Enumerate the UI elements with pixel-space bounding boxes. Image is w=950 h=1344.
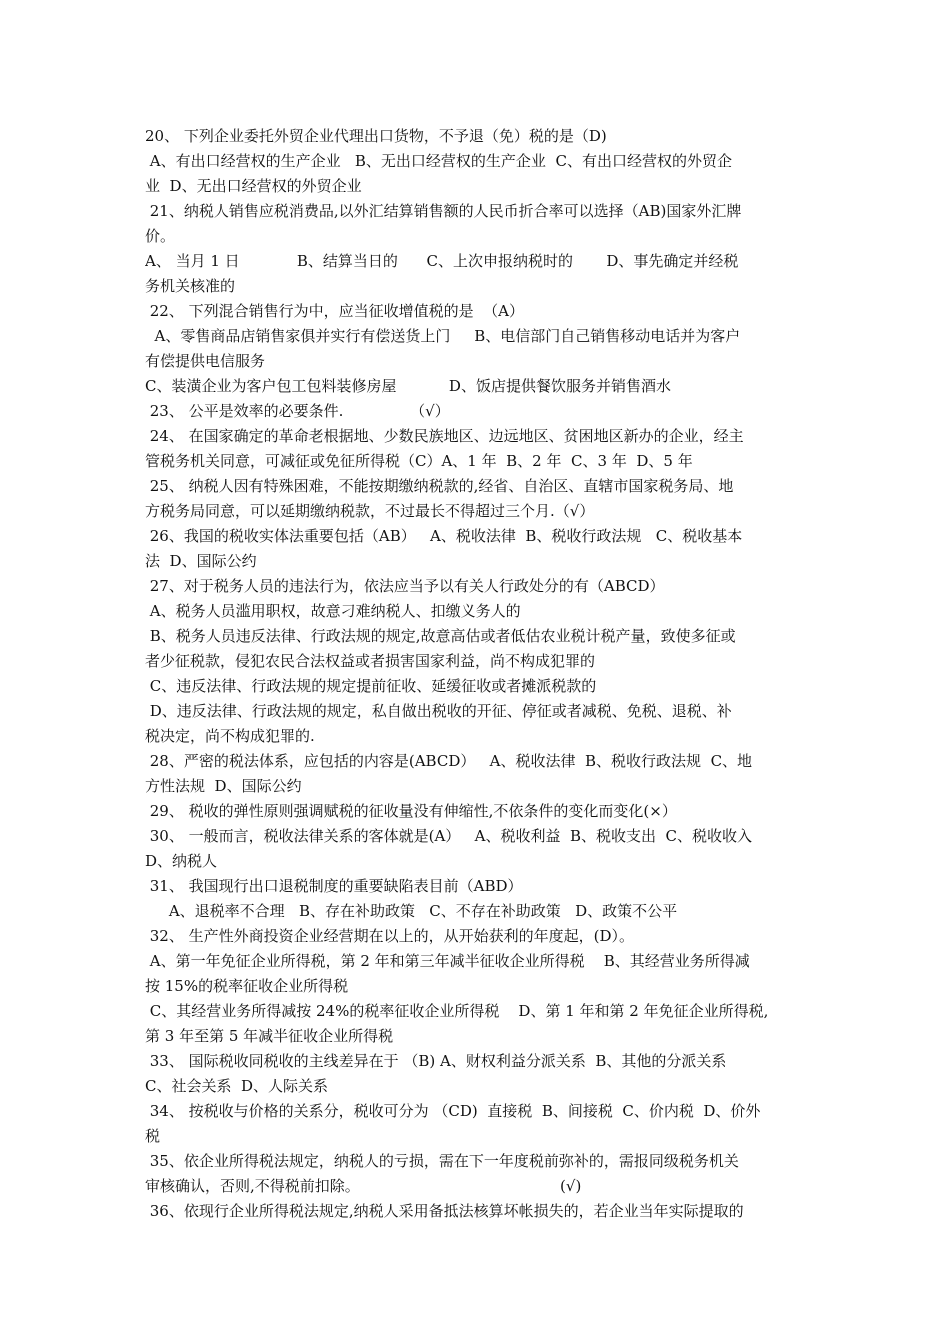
text-line: A、 当月 1 日 B、结算当日的 C、上次申报纳税时的 D、事先确定并经税 bbox=[145, 252, 739, 270]
text-line: 按 15%的税率征收企业所得税 bbox=[145, 977, 349, 995]
text-line: A、第一年免征企业所得税，第 2 年和第三年减半征收企业所得税 B、其经营业务所得减 bbox=[145, 952, 750, 970]
text-line: 业 D、无出口经营权的外贸企业 bbox=[145, 177, 362, 195]
text-line: 者少征税款，侵犯农民合法权益或者损害国家利益，尚不构成犯罪的 bbox=[145, 652, 596, 670]
text-line: C、违反法律、行政法规的规定提前征收、延缓征收或者摊派税款的 bbox=[145, 677, 597, 695]
text-line: 36、依现行企业所得税法规定,纳税人采用备抵法核算坏帐损失的，若企业当年实际提取的 bbox=[145, 1202, 744, 1220]
text-line: 23、 公平是效率的必要条件. （√） bbox=[145, 402, 450, 420]
text-line: 33、 国际税收同税收的主线差异在于 （B) A、财权利益分派关系 B、其他的分派关系 bbox=[145, 1052, 727, 1070]
text-line: 25、 纳税人因有特殊困难，不能按期缴纳税款的,经省、自治区、直辖市国家税务局、地 bbox=[145, 477, 734, 495]
text-line: 29、 税收的弹性原则强调赋税的征收量没有伸缩性,不依条件的变化而变化(×） bbox=[145, 802, 677, 820]
text-line: 28、严密的税法体系，应包括的内容是(ABCD） A、税收法律 B、税收行政法规 C、地 bbox=[145, 752, 753, 770]
text-line: 27、对于税务人员的违法行为，依法应当予以有关人行政处分的有（ABCD） bbox=[145, 577, 665, 595]
text-line: 21、纳税人销售应税消费品,以外汇结算销售额的人民币折合率可以选择（AB)国家外汇牌 bbox=[145, 202, 742, 220]
text-line: 法 D、国际公约 bbox=[145, 552, 257, 570]
text-line: 税决定，尚不构成犯罪的. bbox=[145, 727, 315, 745]
document-body bbox=[145, 124, 815, 1224]
text-line: 32、 生产性外商投资企业经营期在以上的，从开始获利的年度起，(D）。 bbox=[145, 927, 635, 945]
text-line: B、税务人员违反法律、行政法规的规定,故意高估或者低估农业税计税产量，致使多征或 bbox=[145, 627, 736, 645]
text-line: 审核确认，否则,不得税前扣除。 (√) bbox=[145, 1177, 582, 1195]
text-line: A、税务人员滥用职权，故意刁难纳税人、扣缴义务人的 bbox=[145, 602, 521, 620]
text-line: 有偿提供电信服务 bbox=[145, 352, 266, 370]
text-line: 第 3 年至第 5 年减半征收企业所得税 bbox=[145, 1027, 394, 1045]
text-line: 24、 在国家确定的革命老根据地、少数民族地区、边远地区、贫困地区新办的企业，经主 bbox=[145, 427, 744, 445]
text-line: 方性法规 D、国际公约 bbox=[145, 777, 302, 795]
text-line: 20、 下列企业委托外贸企业代理出口货物，不予退（免）税的是（D) bbox=[145, 127, 607, 145]
text-line: 26、我国的税收实体法重要包括（AB） A、税收法律 B、税收行政法规 C、税收基本 bbox=[145, 527, 743, 545]
text-line: 30、 一般而言，税收法律关系的客体就是(A） A、税收利益 B、税收支出 C、税收收入 bbox=[145, 827, 753, 845]
text-line: 管税务机关同意，可减征或免征所得税（C）A、1 年 B、2 年 C、3 年 D、5 年 bbox=[145, 452, 693, 470]
text-line: 务机关核准的 bbox=[145, 277, 236, 295]
text-line: 税 bbox=[145, 1127, 161, 1145]
text-line: D、违反法律、行政法规的规定，私自做出税收的开征、停征或者减税、免税、退税、补 bbox=[145, 702, 732, 720]
text-line: C、装潢企业为客户包工包料装修房屋 D、饭店提供餐饮服务并销售酒水 bbox=[145, 377, 671, 395]
text-line: 34、 按税收与价格的关系分，税收可分为 （CD) 直接税 B、间接税 C、价内税 D、价外 bbox=[145, 1102, 761, 1120]
text-line: 31、 我国现行出口退税制度的重要缺陷表目前（ABD） bbox=[145, 877, 523, 895]
text-line: A、退税率不合理 B、存在补助政策 C、不存在补助政策 D、政策不公平 bbox=[145, 902, 678, 920]
text-line: 22、 下列混合销售行为中，应当征收增值税的是 （A） bbox=[145, 302, 524, 320]
text-line: 方税务局同意，可以延期缴纳税款，不过最长不得超过三个月.（√） bbox=[145, 502, 595, 520]
text-line: A、零售商品店销售家俱并实行有偿送货上门 B、电信部门自己销售移动电话并为客户 bbox=[145, 327, 741, 345]
text-line: D、纳税人 bbox=[145, 852, 218, 870]
text-line: 35、依企业所得税法规定，纳税人的亏损，需在下一年度税前弥补的，需报同级税务机关 bbox=[145, 1152, 739, 1170]
text-line: C、其经营业务所得减按 24%的税率征收企业所得税 D、第 1 年和第 2 年免征企业所得税, bbox=[145, 1002, 769, 1020]
text-line: 价。 bbox=[145, 227, 176, 245]
text-line: A、有出口经营权的生产企业 B、无出口经营权的生产企业 C、有出口经营权的外贸企 bbox=[145, 152, 732, 170]
text-line: C、社会关系 D、人际关系 bbox=[145, 1077, 329, 1095]
